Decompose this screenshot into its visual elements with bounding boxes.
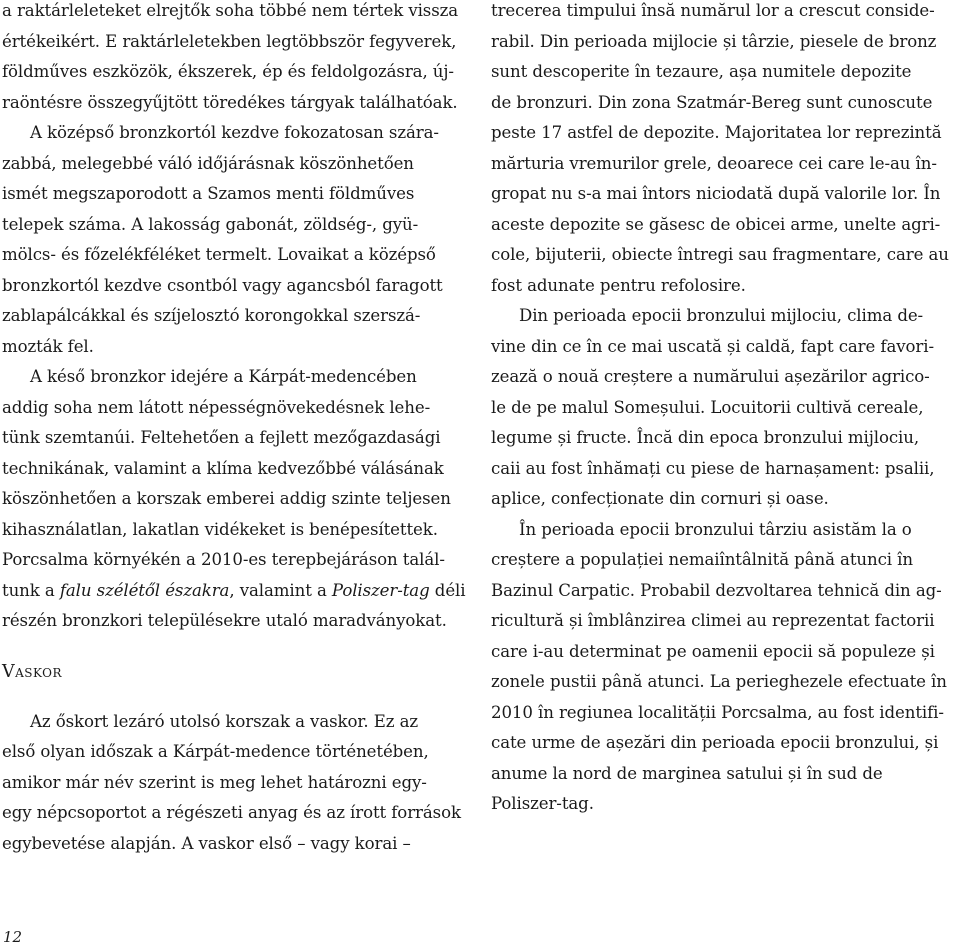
text-line: peste 17 astfel de depozite. Majoritatea lor reprezintă bbox=[491, 123, 942, 142]
text-fragment: , valamint a bbox=[229, 580, 332, 600]
text-line: zablapálcákkal és szíjelosztó korongokkal szerszá- bbox=[2, 306, 421, 325]
text-line: addig soha nem látott népességnövekedésnek lehe- bbox=[2, 397, 431, 417]
text-line: egy népcsoportot a régészeti anyag és az írott források bbox=[2, 803, 461, 822]
text-line: anume la nord de marginea satului și în sud de bbox=[491, 763, 883, 783]
text-line: raöntésre összegyűjtött töredékes tárgyak találhatóak. bbox=[2, 92, 458, 112]
paragraph-start-line: Az őskort lezáró utolsó korszak a vaskor. Ez az bbox=[30, 711, 418, 731]
left-column bbox=[2, 0, 474, 859]
text-line: zează o nouă creștere a numărului așezărilor agrico- bbox=[491, 367, 930, 386]
text-line: a raktárleleteket elrejtők soha többé nem tértek vissza bbox=[2, 1, 459, 20]
text-line: mozták fel. bbox=[2, 336, 94, 356]
text-line: creștere a populației nemaiîntâlnită până atunci în bbox=[491, 550, 913, 569]
text-line: aplice, confecționate din cornuri și oase. bbox=[491, 489, 829, 508]
text-line: mölcs- és főzelékféléket termelt. Lovaikat a középső bbox=[2, 245, 436, 264]
paragraph-start-line: A középső bronzkortól kezdve fokozatosan szára- bbox=[30, 123, 439, 142]
text-fragment: déli bbox=[429, 580, 466, 600]
text-line: technikának, valamint a klíma kedvezőbbé válásának bbox=[2, 458, 444, 478]
text-line: trecerea timpului însă numărul lor a crescut conside- bbox=[491, 1, 935, 20]
text-line: de bronzuri. Din zona Szatmár-Bereg sunt cunoscute bbox=[491, 92, 933, 112]
place-name-italic: falu szélétől északra bbox=[59, 580, 230, 600]
text-line: Bazinul Carpatic. Probabil dezvoltarea tehnică din ag- bbox=[491, 580, 942, 600]
text-line: aceste depozite se găsesc de obicei arme, unelte agri- bbox=[491, 214, 941, 234]
text-line: kihasználatlan, lakatlan vidékeket is benépesítettek. bbox=[2, 519, 438, 539]
text-line: ricultură și îmblânzirea climei au reprezentat factorii bbox=[491, 611, 935, 630]
heading-rest: askor bbox=[15, 661, 63, 682]
text-line: cate urme de așezări din perioada epocii bronzului, și bbox=[491, 733, 939, 752]
text-line: részén bronzkori településekre utaló maradványokat. bbox=[2, 611, 447, 630]
text-line: telepek száma. A lakosság gabonát, zöldség-, gyü- bbox=[2, 214, 419, 234]
text-line: care i-au determinat pe oamenii epocii să populeze și bbox=[491, 641, 935, 661]
text-line: tünk szemtanúi. Feltehetően a fejlett mezőgazdasági bbox=[2, 428, 441, 447]
text-line: rabil. Din perioada mijlocie și târzie, piesele de bronz bbox=[491, 31, 937, 51]
text-fragment: tunk a bbox=[2, 580, 60, 600]
right-column bbox=[491, 0, 953, 820]
text-line: le de pe malul Someșului. Locuitorii cultivă cereale, bbox=[491, 397, 924, 417]
text-line bbox=[2, 576, 474, 607]
text-line: köszönhetően a korszak emberei addig szinte teljesen bbox=[2, 489, 451, 508]
text-line: egybevetése alapján. A vaskor első – vagy korai – bbox=[2, 833, 411, 853]
text-line: gropat nu s-a mai întors niciodată după valorile lor. În bbox=[491, 184, 941, 203]
text-line: ismét megszaporodott a Szamos menti földműves bbox=[2, 184, 415, 203]
text-line: vine din ce în ce mai uscată și caldă, fapt care favori- bbox=[491, 336, 934, 356]
text-line: amikor már név szerint is meg lehet határozni egy- bbox=[2, 772, 427, 792]
text-line: földműves eszközök, ékszerek, ép és feldolgozásra, új- bbox=[2, 62, 454, 81]
text-line: Poliszer-tag. bbox=[491, 794, 594, 813]
text-line: caii au fost înhămați cu piese de harnașament: psalii, bbox=[491, 458, 935, 478]
text-line: értékeikért. E raktárleletekben legtöbbször fegyverek, bbox=[2, 31, 457, 51]
place-name-italic: Poliszer-tag bbox=[331, 580, 430, 600]
page-number: 12 bbox=[3, 928, 23, 946]
paragraph-start-line: Din perioada epocii bronzului mijlociu, clima de- bbox=[519, 306, 924, 325]
text-line: 2010 în regiunea localității Porcsalma, au fost identifi- bbox=[491, 702, 944, 722]
text-line: első olyan időszak a Kárpát-medence történetében, bbox=[2, 742, 429, 761]
text-line: legume și fructe. Încă din epoca bronzului mijlociu, bbox=[491, 428, 920, 447]
text-line: Porcsalma környékén a 2010-es terepbejáráson talál- bbox=[2, 550, 445, 569]
text-line: cole, bijuterii, obiecte întregi sau fragmentare, care au bbox=[491, 245, 949, 264]
text-line: zabbá, melegebbé váló időjárásnak köszönhetően bbox=[2, 153, 414, 173]
text-line: fost adunate pentru refolosire. bbox=[491, 275, 746, 295]
heading-initial: V bbox=[2, 661, 16, 682]
text-line: zonele pustii până atunci. La perieghezele efectuate în bbox=[491, 672, 947, 691]
paragraph-start-line: În perioada epocii bronzului târziu asistăm la o bbox=[519, 519, 912, 539]
text-line: sunt descoperite în tezaure, așa numitele depozite bbox=[491, 62, 912, 81]
text-line: bronzkortól kezdve csontból vagy agancsból faragott bbox=[2, 275, 443, 295]
paragraph-start-line: A késő bronzkor idejére a Kárpát-medencében bbox=[30, 367, 417, 386]
text-line: mărturia vremurilor grele, deoarece cei care le-au în- bbox=[491, 153, 937, 173]
section-heading-vaskor bbox=[2, 657, 474, 687]
